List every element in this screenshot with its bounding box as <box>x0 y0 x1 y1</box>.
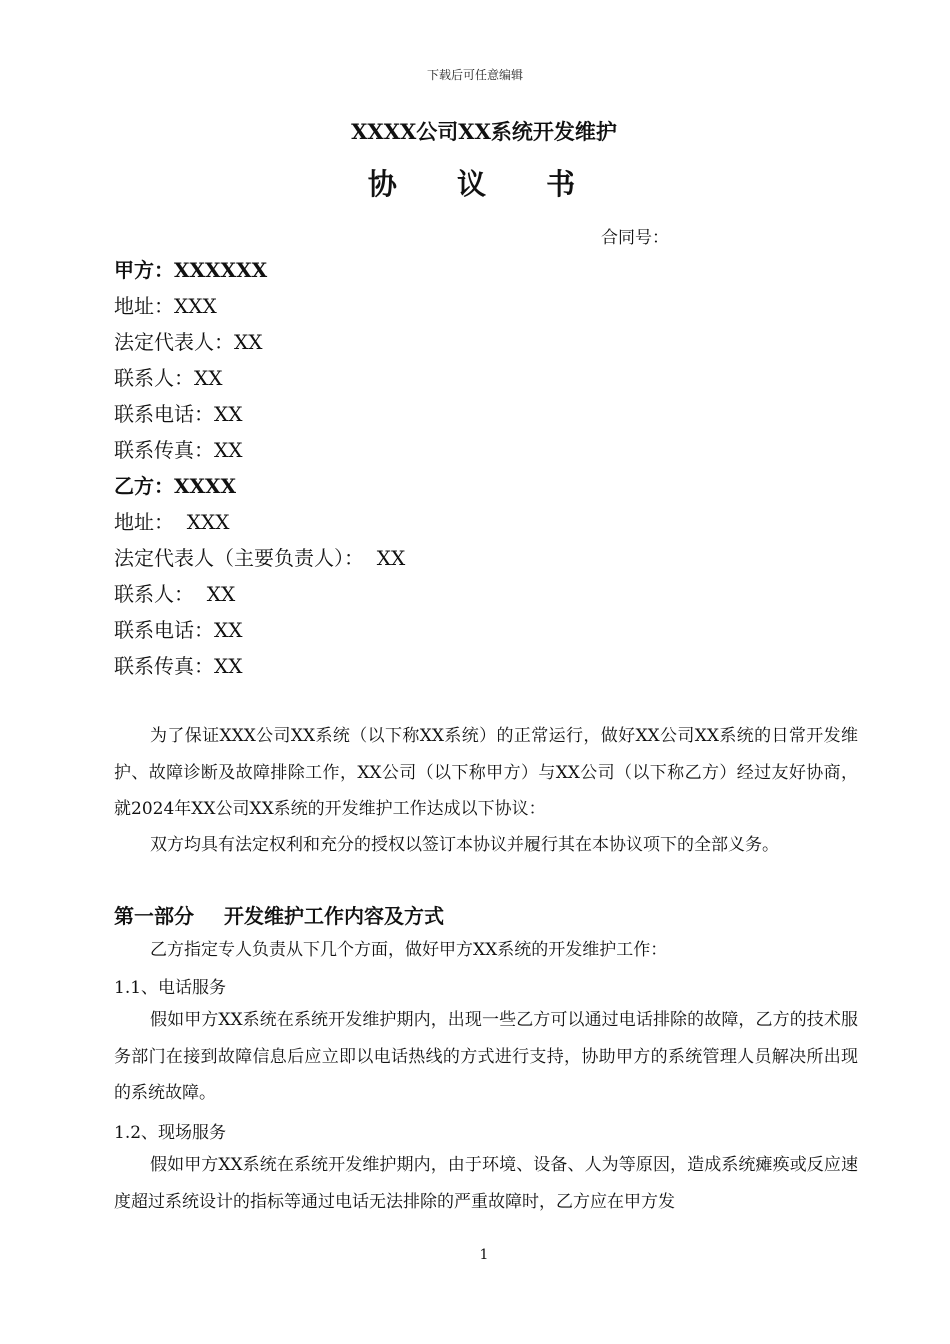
party-b-fax: 联系传真：XX <box>114 654 243 678</box>
section-1-number: 第一部分 <box>114 904 194 928</box>
party-a-name: 甲方：XXXXXX <box>114 258 268 282</box>
party-b-phone: 联系电话：XX <box>114 618 243 642</box>
party-a-contact: 联系人：XX <box>114 366 223 390</box>
party-b-legal-rep: 法定代表人（主要负责人）： XX <box>114 546 406 570</box>
section-1-title: 开发维护工作内容及方式 <box>224 904 444 928</box>
section-1-lead: 乙方指定专人负责从下几个方面，做好甲方XX系统的开发维护工作： <box>150 940 668 960</box>
section-1-heading <box>114 900 444 929</box>
party-b-contact: 联系人： XX <box>114 582 236 606</box>
intro-paragraph: 为了保证XXX公司XX系统（以下称XX系统）的正常运行，做好XX公司XX系统的日常开发维护、故障诊断及故障排除工作，XX公司（以下称甲方）与XX公司（以下称乙方）经过友好协商，就2024年XX公司XX系统的开发维护工作达成以下协议： <box>114 726 858 819</box>
header-note: 下载后可任意编辑 <box>426 68 523 82</box>
page-number: 1 <box>479 1247 489 1263</box>
party-a-address: 地址：XXX <box>114 294 217 318</box>
authority-paragraph: 双方均具有法定权利和充分的授权以签订本协议并履行其在本协议项下的全部义务。 <box>150 835 779 855</box>
party-a-legal-rep: 法定代表人：XX <box>114 330 263 354</box>
party-b-name: 乙方：XXXX <box>114 474 237 498</box>
item-1-2-heading: 1.2、现场服务 <box>114 1123 227 1143</box>
item-1-1-heading: 1.1、电话服务 <box>114 978 227 998</box>
party-a-phone: 联系电话：XX <box>114 402 243 426</box>
item-1-1-text: 假如甲方XX系统在系统开发维护期内，出现一些乙方可以通过电话排除的故障，乙方的技术服务部门在接到故障信息后应立即以电话热线的方式进行支持，协助甲方的系统管理人员解决所出现的系统故障。 <box>114 1010 858 1103</box>
document-subtitle: 协 议 书 <box>367 167 601 201</box>
contract-number-label: 合同号： <box>601 228 669 248</box>
document-title: XXXX公司XX系统开发维护 <box>351 119 617 144</box>
party-b-address: 地址： XXX <box>114 510 230 534</box>
item-1-2-text: 假如甲方XX系统在系统开发维护期内，由于环境、设备、人为等原因，造成系统瘫痪或反应速度超过系统设计的指标等通过电话无法排除的严重故障时，乙方应在甲方发 <box>114 1155 858 1212</box>
party-a-fax: 联系传真：XX <box>114 438 243 462</box>
